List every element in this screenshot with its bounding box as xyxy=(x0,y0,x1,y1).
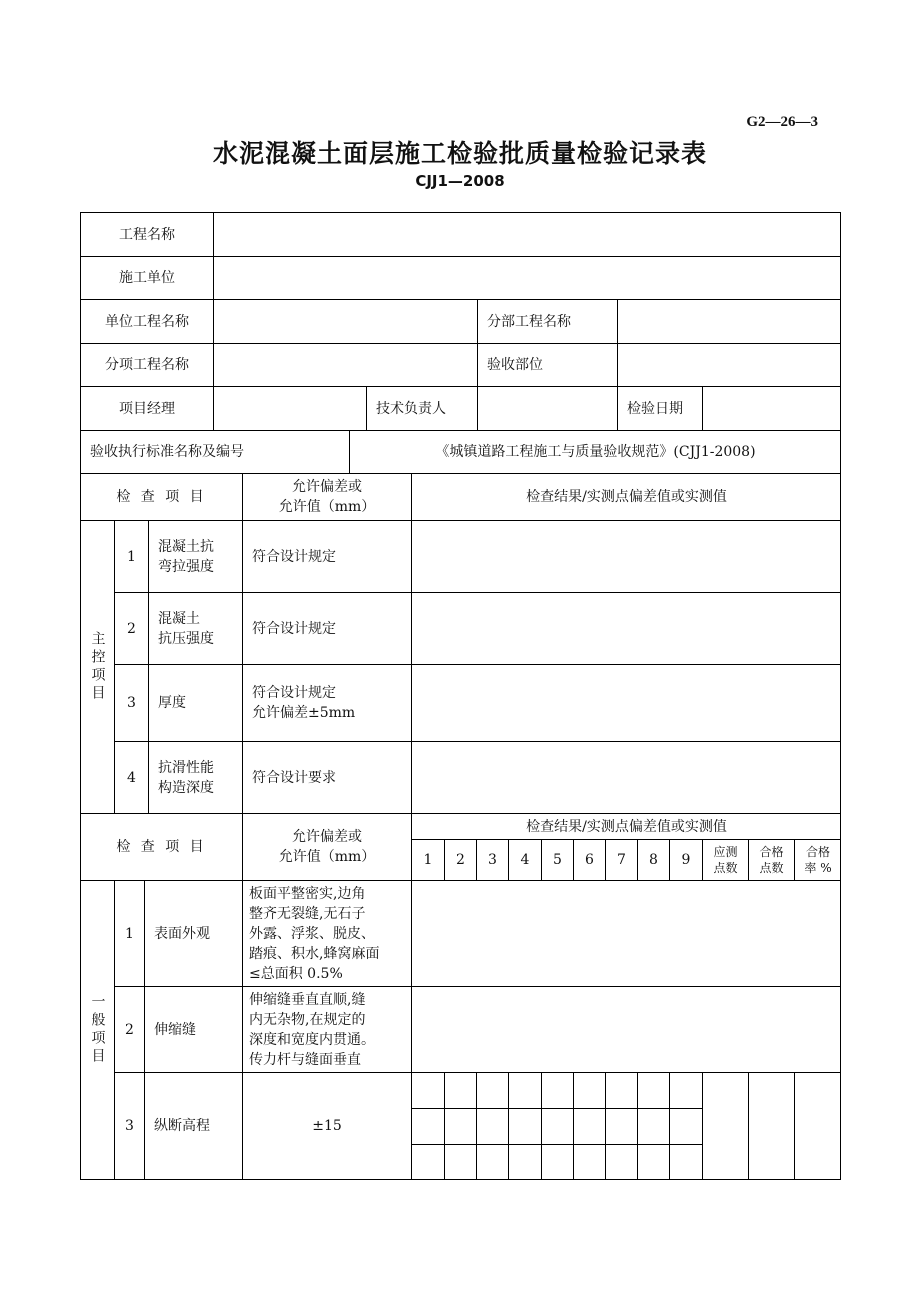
should-measure-col: 应测 点数 xyxy=(702,839,748,880)
general-row-1-item: 表面外观 xyxy=(144,880,242,986)
main-row-2-no: 2 xyxy=(114,592,148,664)
general-row-3-should[interactable] xyxy=(702,1072,748,1179)
elevation-cell[interactable] xyxy=(411,1072,444,1108)
main-row-3-no: 3 xyxy=(114,664,148,741)
general-row-3-tolerance: ±15 xyxy=(242,1072,411,1179)
elevation-cell[interactable] xyxy=(669,1108,702,1144)
main-row-3-result[interactable] xyxy=(411,664,841,741)
point-col-7: 7 xyxy=(605,839,637,880)
sub-item-label: 分项工程名称 xyxy=(80,343,213,386)
elevation-cell[interactable] xyxy=(637,1144,669,1179)
general-row-1-tolerance: 板面平整密实,边角 整齐无裂缝,无石子 外露、浮浆、脱皮、 踏痕、积水,蜂窝麻面 ≤总面积 0.5% xyxy=(242,880,411,986)
unit-project-field[interactable] xyxy=(213,299,477,343)
point-col-4: 4 xyxy=(508,839,541,880)
elevation-cell[interactable] xyxy=(605,1108,637,1144)
inspection-date-field[interactable] xyxy=(702,386,841,430)
elevation-cell[interactable] xyxy=(541,1108,573,1144)
general-group-label: 一般项目 xyxy=(80,880,114,1179)
elevation-cell[interactable] xyxy=(508,1108,541,1144)
general-row-3-pass[interactable] xyxy=(748,1072,794,1179)
main-row-3-tolerance: 符合设计规定 允许偏差±5mm xyxy=(242,664,411,741)
standard-label: 验收执行标准名称及编号 xyxy=(80,430,349,473)
elevation-cell[interactable] xyxy=(669,1072,702,1108)
acceptance-part-field[interactable] xyxy=(617,343,841,386)
elevation-cell[interactable] xyxy=(444,1108,476,1144)
elevation-cell[interactable] xyxy=(508,1144,541,1179)
sub-item-field[interactable] xyxy=(213,343,477,386)
point-col-9: 9 xyxy=(669,839,702,880)
general-row-2-tolerance: 伸缩缝垂直直顺,缝 内无杂物,在规定的 深度和宽度内贯通。 传力杆与缝面垂直 xyxy=(242,986,411,1072)
general-row-1-no: 1 xyxy=(114,880,144,986)
table-right-border xyxy=(840,212,841,1180)
elevation-cell[interactable] xyxy=(541,1072,573,1108)
main-row-4-tolerance: 符合设计要求 xyxy=(242,741,411,813)
project-manager-field[interactable] xyxy=(213,386,366,430)
elevation-cell[interactable] xyxy=(573,1108,605,1144)
standard-code: CJJ1—2008 xyxy=(415,172,505,190)
main-row-4-item: 抗滑性能 构造深度 xyxy=(148,741,242,813)
main-row-1-no: 1 xyxy=(114,520,148,592)
general-row-3-item: 纵断高程 xyxy=(144,1072,242,1179)
general-header-result: 检查结果/实测点偏差值或实测值 xyxy=(411,813,841,839)
general-row-2-result[interactable] xyxy=(411,986,841,1072)
project-name-label: 工程名称 xyxy=(80,212,213,256)
pass-count-col: 合格 点数 xyxy=(748,839,794,880)
table-bottom-border xyxy=(80,1179,841,1180)
elevation-cell[interactable] xyxy=(637,1072,669,1108)
unit-project-label: 单位工程名称 xyxy=(80,299,213,343)
main-control-group-label: 主控项目 xyxy=(80,520,114,813)
page-title: 水泥混凝土面层施工检验批质量检验记录表 xyxy=(212,139,707,168)
construction-unit-field[interactable] xyxy=(213,256,841,299)
elevation-cell[interactable] xyxy=(573,1072,605,1108)
main-row-1-tolerance: 符合设计规定 xyxy=(242,520,411,592)
point-col-6: 6 xyxy=(573,839,605,880)
project-manager-label: 项目经理 xyxy=(80,386,213,430)
elevation-cell[interactable] xyxy=(669,1144,702,1179)
sub-division-label: 分部工程名称 xyxy=(477,299,617,343)
standard-value: 《城镇道路工程施工与质量验收规范》(CJJ1-2008) xyxy=(349,430,841,473)
general-row-1-result[interactable] xyxy=(411,880,841,986)
tech-lead-label: 技术负责人 xyxy=(366,386,477,430)
point-col-2: 2 xyxy=(444,839,476,880)
project-name-field[interactable] xyxy=(213,212,841,256)
elevation-cell[interactable] xyxy=(476,1144,508,1179)
main-row-2-item: 混凝土 抗压强度 xyxy=(148,592,242,664)
main-row-2-result[interactable] xyxy=(411,592,841,664)
main-row-3-item: 厚度 xyxy=(148,664,242,741)
main-row-2-tolerance: 符合设计规定 xyxy=(242,592,411,664)
elevation-cell[interactable] xyxy=(444,1072,476,1108)
tech-lead-field[interactable] xyxy=(477,386,617,430)
elevation-cell[interactable] xyxy=(476,1108,508,1144)
main-row-4-no: 4 xyxy=(114,741,148,813)
point-col-8: 8 xyxy=(637,839,669,880)
general-row-2-item: 伸缩缝 xyxy=(144,986,242,1072)
inspection-date-label: 检验日期 xyxy=(617,386,702,430)
main-header-item: 检 查 项 目 xyxy=(80,473,242,520)
elevation-cell[interactable] xyxy=(411,1144,444,1179)
main-header-result: 检查结果/实测点偏差值或实测值 xyxy=(411,473,841,520)
point-col-1: 1 xyxy=(411,839,444,880)
main-row-4-result[interactable] xyxy=(411,741,841,813)
sub-division-field[interactable] xyxy=(617,299,841,343)
elevation-cell[interactable] xyxy=(444,1144,476,1179)
main-row-1-result[interactable] xyxy=(411,520,841,592)
elevation-cell[interactable] xyxy=(508,1072,541,1108)
acceptance-part-label: 验收部位 xyxy=(477,343,617,386)
general-row-2-no: 2 xyxy=(114,986,144,1072)
construction-unit-label: 施工单位 xyxy=(80,256,213,299)
main-row-1-item: 混凝土抗 弯拉强度 xyxy=(148,520,242,592)
point-col-3: 3 xyxy=(476,839,508,880)
general-row-3-no: 3 xyxy=(114,1072,144,1179)
elevation-cell[interactable] xyxy=(605,1144,637,1179)
main-header-tolerance: 允许偏差或 允许值（mm） xyxy=(242,473,411,520)
form-code: G2—26—3 xyxy=(746,114,818,130)
elevation-cell[interactable] xyxy=(605,1072,637,1108)
point-col-5: 5 xyxy=(541,839,573,880)
elevation-cell[interactable] xyxy=(411,1108,444,1144)
general-header-tolerance: 允许偏差或 允许值（mm） xyxy=(242,813,411,880)
elevation-cell[interactable] xyxy=(573,1144,605,1179)
elevation-cell[interactable] xyxy=(541,1144,573,1179)
general-row-3-rate[interactable] xyxy=(794,1072,841,1179)
elevation-cell[interactable] xyxy=(637,1108,669,1144)
general-header-item: 检 查 项 目 xyxy=(80,813,242,880)
elevation-cell[interactable] xyxy=(476,1072,508,1108)
pass-rate-col: 合格 率 % xyxy=(794,839,841,880)
